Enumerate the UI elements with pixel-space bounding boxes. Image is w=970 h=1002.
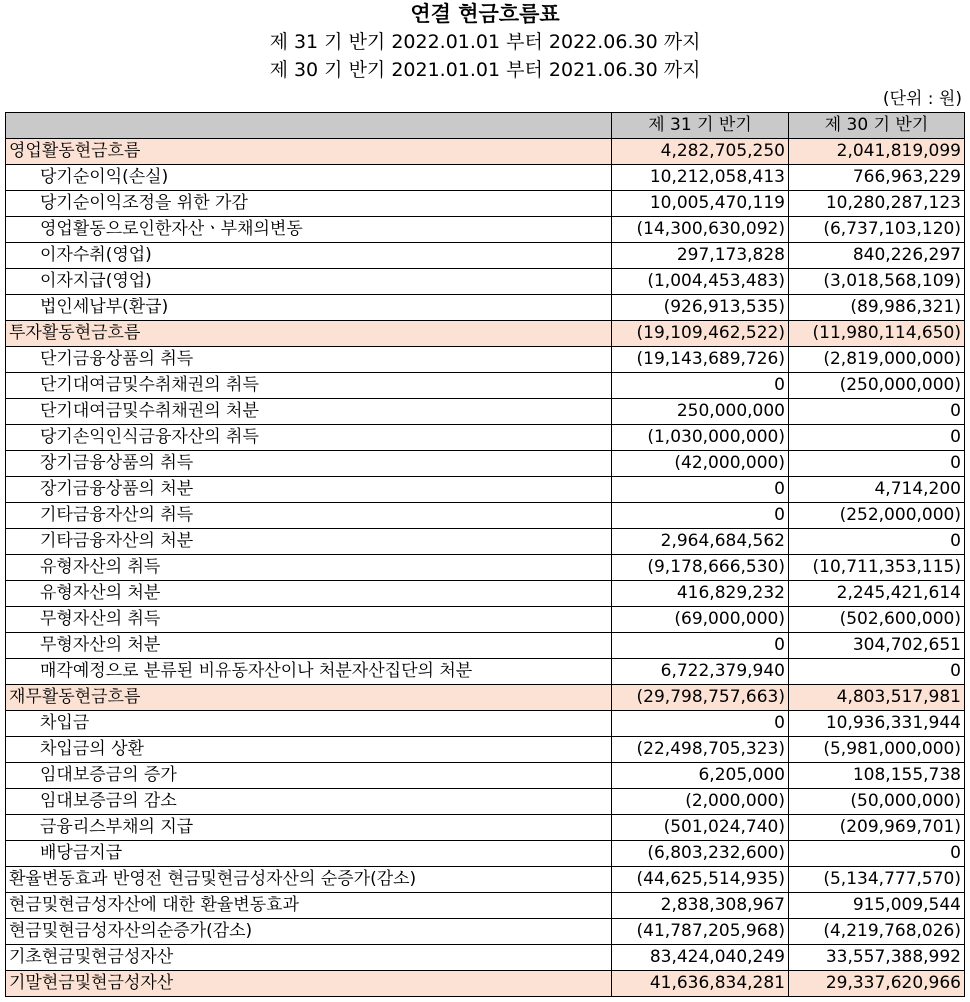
table-header-row (6, 113, 965, 139)
value-current: 4,282,705,250 (612, 139, 789, 165)
table-row-section (6, 971, 965, 997)
table-row (6, 529, 965, 555)
value-prior: 915,009,544 (789, 893, 965, 919)
value-current: (14,300,630,092) (612, 217, 789, 243)
row-label: 법인세납부(환급) (6, 295, 612, 321)
row-label: 현금및현금성자산의순증가(감소) (6, 919, 612, 945)
row-label: 장기금융상품의 처분 (6, 477, 612, 503)
table-row (6, 243, 965, 269)
table-row (6, 503, 965, 529)
value-prior: (3,018,568,109) (789, 269, 965, 295)
value-prior: (5,134,777,570) (789, 867, 965, 893)
value-current: 83,424,040,249 (612, 945, 789, 971)
value-prior: (252,000,000) (789, 503, 965, 529)
value-prior: (50,000,000) (789, 789, 965, 815)
row-label: 재무활동현금흐름 (6, 685, 612, 711)
row-label: 배당금지급 (6, 841, 612, 867)
value-prior: 0 (789, 659, 965, 685)
value-prior: 0 (789, 451, 965, 477)
table-body (6, 139, 965, 997)
table-row (6, 399, 965, 425)
value-prior: 108,155,738 (789, 763, 965, 789)
table-row-section (6, 321, 965, 347)
row-label: 기타금융자산의 취득 (6, 503, 612, 529)
row-label: 영업활동현금흐름 (6, 139, 612, 165)
row-label: 이자수취(영업) (6, 243, 612, 269)
table-row (6, 945, 965, 971)
value-prior: 0 (789, 529, 965, 555)
row-label: 당기순이익조정을 위한 가감 (6, 191, 612, 217)
value-prior: (5,981,000,000) (789, 737, 965, 763)
value-current: (1,004,453,483) (612, 269, 789, 295)
row-label: 무형자산의 취득 (6, 607, 612, 633)
value-prior: (250,000,000) (789, 373, 965, 399)
table-row (6, 555, 965, 581)
table-row (6, 451, 965, 477)
row-label: 당기손익인식금융자산의 취득 (6, 425, 612, 451)
value-current: 0 (612, 503, 789, 529)
value-prior: 304,702,651 (789, 633, 965, 659)
table-row (6, 347, 965, 373)
header-label-col (6, 113, 612, 139)
value-current: (69,000,000) (612, 607, 789, 633)
table-row (6, 763, 965, 789)
row-label: 유형자산의 처분 (6, 581, 612, 607)
header-current-period: 제 31 기 반기 (612, 113, 789, 139)
value-prior: 2,245,421,614 (789, 581, 965, 607)
value-current: 0 (612, 711, 789, 737)
value-prior: (502,600,000) (789, 607, 965, 633)
value-prior: 33,557,388,992 (789, 945, 965, 971)
table-row (6, 217, 965, 243)
table-row (6, 815, 965, 841)
table-row (6, 841, 965, 867)
value-current: (22,498,705,323) (612, 737, 789, 763)
row-label: 차입금의 상환 (6, 737, 612, 763)
statement-header (0, 0, 970, 84)
value-current: (6,803,232,600) (612, 841, 789, 867)
value-current: 0 (612, 633, 789, 659)
row-label: 당기순이익(손실) (6, 165, 612, 191)
value-current: (42,000,000) (612, 451, 789, 477)
table-row (6, 425, 965, 451)
table-row (6, 919, 965, 945)
table-row-section (6, 685, 965, 711)
cash-flow-table (5, 112, 965, 997)
value-current: 2,964,684,562 (612, 529, 789, 555)
table-row (6, 893, 965, 919)
value-current: (926,913,535) (612, 295, 789, 321)
row-label: 단기대여금및수취채권의 처분 (6, 399, 612, 425)
value-prior: 0 (789, 841, 965, 867)
header-prior-period: 제 30 기 반기 (789, 113, 965, 139)
value-prior: 0 (789, 399, 965, 425)
value-prior: 0 (789, 425, 965, 451)
value-prior: (6,737,103,120) (789, 217, 965, 243)
value-prior: 2,041,819,099 (789, 139, 965, 165)
row-label: 영업활동으로인한자산ㆍ부채의변동 (6, 217, 612, 243)
value-current: 10,005,470,119 (612, 191, 789, 217)
value-current: 6,205,000 (612, 763, 789, 789)
value-prior: 4,803,517,981 (789, 685, 965, 711)
row-label: 장기금융상품의 취득 (6, 451, 612, 477)
value-current: (19,109,462,522) (612, 321, 789, 347)
table-row (6, 737, 965, 763)
value-current: (29,798,757,663) (612, 685, 789, 711)
row-label: 임대보증금의 감소 (6, 789, 612, 815)
table-row (6, 711, 965, 737)
table-row-section (6, 139, 965, 165)
value-current: 297,173,828 (612, 243, 789, 269)
row-label: 기말현금및현금성자산 (6, 971, 612, 997)
row-label: 환율변동효과 반영전 현금및현금성자산의 순증가(감소) (6, 867, 612, 893)
value-prior: (89,986,321) (789, 295, 965, 321)
period-current: 제 31 기 반기 2022.01.01 부터 2022.06.30 까지 (269, 31, 701, 53)
table-row (6, 269, 965, 295)
value-current: 0 (612, 373, 789, 399)
statement-title: 연결 현금흐름표 (410, 2, 560, 26)
row-label: 현금및현금성자산에 대한 환율변동효과 (6, 893, 612, 919)
value-prior: (209,969,701) (789, 815, 965, 841)
value-current: (1,030,000,000) (612, 425, 789, 451)
value-current: 416,829,232 (612, 581, 789, 607)
table-row (6, 191, 965, 217)
value-prior: 4,714,200 (789, 477, 965, 503)
value-prior: 840,226,297 (789, 243, 965, 269)
row-label: 매각예정으로 분류된 비유동자산이나 처분자산집단의 처분 (6, 659, 612, 685)
value-prior: 29,337,620,966 (789, 971, 965, 997)
period-prior: 제 30 기 반기 2021.01.01 부터 2021.06.30 까지 (269, 59, 701, 81)
value-current: (41,787,205,968) (612, 919, 789, 945)
row-label: 단기대여금및수취채권의 취득 (6, 373, 612, 399)
value-prior: 10,936,331,944 (789, 711, 965, 737)
value-current: 2,838,308,967 (612, 893, 789, 919)
unit-label: (단위 : 원) (882, 89, 962, 109)
table-row (6, 659, 965, 685)
value-prior: 10,280,287,123 (789, 191, 965, 217)
row-label: 단기금융상품의 취득 (6, 347, 612, 373)
table-row (6, 633, 965, 659)
row-label: 유형자산의 취득 (6, 555, 612, 581)
table-row (6, 373, 965, 399)
table-row (6, 165, 965, 191)
value-prior: (2,819,000,000) (789, 347, 965, 373)
value-current: 41,636,834,281 (612, 971, 789, 997)
value-current: (44,625,514,935) (612, 867, 789, 893)
value-current: 0 (612, 477, 789, 503)
value-current: (19,143,689,726) (612, 347, 789, 373)
table-row (6, 295, 965, 321)
table-row (6, 789, 965, 815)
value-current: (2,000,000) (612, 789, 789, 815)
row-label: 금융리스부채의 지급 (6, 815, 612, 841)
value-current: (501,024,740) (612, 815, 789, 841)
row-label: 임대보증금의 증가 (6, 763, 612, 789)
value-prior: 766,963,229 (789, 165, 965, 191)
row-label: 기초현금및현금성자산 (6, 945, 612, 971)
value-current: (9,178,666,530) (612, 555, 789, 581)
value-prior: (11,980,114,650) (789, 321, 965, 347)
value-current: 250,000,000 (612, 399, 789, 425)
table-row (6, 867, 965, 893)
row-label: 무형자산의 처분 (6, 633, 612, 659)
row-label: 투자활동현금흐름 (6, 321, 612, 347)
row-label: 차입금 (6, 711, 612, 737)
value-prior: (10,711,353,115) (789, 555, 965, 581)
value-prior: (4,219,768,026) (789, 919, 965, 945)
table-row (6, 581, 965, 607)
row-label: 기타금융자산의 처분 (6, 529, 612, 555)
row-label: 이자지급(영업) (6, 269, 612, 295)
table-row (6, 607, 965, 633)
table-row (6, 477, 965, 503)
value-current: 6,722,379,940 (612, 659, 789, 685)
value-current: 10,212,058,413 (612, 165, 789, 191)
